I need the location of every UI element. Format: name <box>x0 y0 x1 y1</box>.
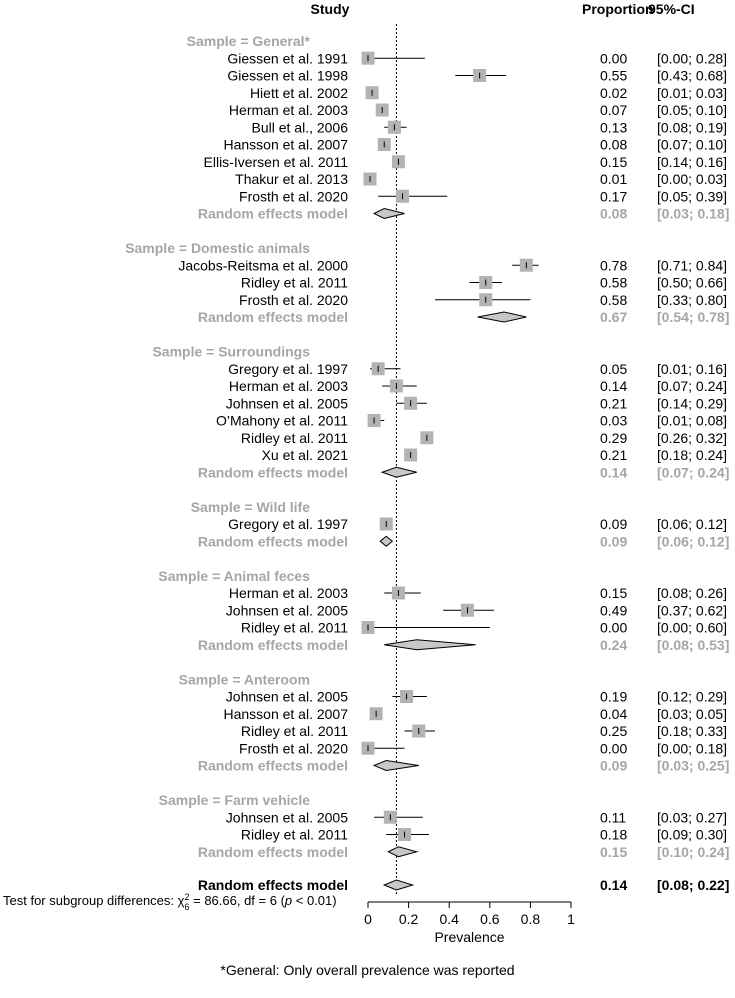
proportion-value: 0.05 <box>600 360 628 377</box>
proportion-value: 0.58 <box>600 291 628 308</box>
proportion-value: 0.13 <box>600 119 628 136</box>
proportion-value: 0.29 <box>600 429 628 446</box>
ci-value: [0.37; 0.62] <box>657 602 728 619</box>
subgroup-proportion: 0.14 <box>600 464 628 481</box>
overall-diamond <box>384 880 412 890</box>
column-header-ci: 95%-CI <box>648 1 695 17</box>
proportion-value: 0.17 <box>600 188 628 205</box>
study-label: Johnsen et al. 2005 <box>225 809 348 826</box>
proportion-value: 0.21 <box>600 447 628 463</box>
proportion-value: 0.08 <box>600 136 628 153</box>
subgroup-model-label: Random effects model <box>197 205 348 222</box>
proportion-value: 0.00 <box>600 50 628 67</box>
proportion-value: 0.15 <box>600 585 628 601</box>
group-label: Sample = Anteroom <box>178 671 310 688</box>
study-label: Frosth et al. 2020 <box>239 188 348 205</box>
study-label: Frosth et al. 2020 <box>239 740 348 757</box>
study-label: Jacobs-Reitsma et al. 2000 <box>178 257 348 274</box>
subgroup-ci: [0.08; 0.53] <box>657 636 730 653</box>
x-axis-label: Prevalence <box>434 929 505 945</box>
subgroup-proportion: 0.08 <box>600 205 628 222</box>
proportion-value: 0.11 <box>600 809 627 826</box>
ci-value: [0.71; 0.84] <box>657 257 728 274</box>
study-label: Giessen et al. 1998 <box>227 67 348 84</box>
study-label: Herman et al. 2003 <box>228 378 348 394</box>
subgroup-test: Test for subgroup differences: $\chi^2$ $_6$ = 86.66, df = 6 (p < 0.01) <box>3 892 337 912</box>
subgroup-model-label: Random effects model <box>197 533 348 550</box>
ci-value: [0.07; 0.24] <box>657 378 728 394</box>
overall-proportion: 0.14 <box>600 877 628 893</box>
ci-value: [0.00; 0.28] <box>657 50 728 67</box>
subgroup-model-label: Random effects model <box>197 636 348 653</box>
ci-value: [0.07; 0.10] <box>657 136 728 153</box>
study-label: Ellis-Iversen et al. 2011 <box>203 153 348 170</box>
proportion-value: 0.21 <box>600 395 628 412</box>
subgroup-ci: [0.54; 0.78] <box>657 309 730 325</box>
ci-value: [0.01; 0.03] <box>657 84 728 101</box>
ci-value: [0.18; 0.33] <box>657 723 728 739</box>
ci-value: [0.12; 0.29] <box>657 688 728 705</box>
subgroup-diamond <box>388 847 416 857</box>
subgroup-ci: [0.03; 0.18] <box>657 205 730 222</box>
subgroup-model-label: Random effects model <box>197 757 348 774</box>
subgroup-model-label: Random effects model <box>197 464 348 481</box>
study-label: Johnsen et al. 2005 <box>225 688 348 705</box>
footnote: *General: Only overall prevalence was reported <box>220 962 515 978</box>
proportion-value: 0.15 <box>600 153 628 170</box>
subgroup-ci: [0.06; 0.12] <box>657 533 730 550</box>
study-label: Herman et al. 2003 <box>228 585 348 601</box>
x-tick-label: 0.4 <box>439 911 459 927</box>
proportion-value: 0.18 <box>600 826 628 843</box>
subgroup-ci: [0.07; 0.24] <box>657 464 730 481</box>
study-label: Ridley et al. 2011 <box>240 619 348 636</box>
ci-value: [0.06; 0.12] <box>657 516 728 532</box>
proportion-value: 0.25 <box>600 723 628 739</box>
study-label: Xu et al. 2021 <box>261 447 348 463</box>
group-label: Sample = Wild life <box>190 498 310 515</box>
ci-value: [0.18; 0.24] <box>657 447 728 463</box>
study-label: Hansson et al. 2007 <box>223 705 348 722</box>
ci-value: [0.14; 0.29] <box>657 395 728 412</box>
x-tick-label: 0.8 <box>520 911 541 927</box>
study-label: Thakur et al. 2013 <box>235 171 348 187</box>
ci-value: [0.50; 0.66] <box>657 274 728 291</box>
study-label: Gregory et al. 1997 <box>228 516 348 532</box>
proportion-value: 0.09 <box>600 516 628 532</box>
study-label: Ridley et al. 2011 <box>240 723 348 739</box>
study-label: Giessen et al. 1991 <box>227 50 348 67</box>
column-header-study: Study <box>310 1 350 17</box>
overall-model-label: Random effects model <box>197 877 348 893</box>
proportion-value: 0.49 <box>600 602 628 619</box>
subgroup-model-label: Random effects model <box>197 843 348 860</box>
ci-value: [0.05; 0.10] <box>657 102 728 118</box>
subgroup-proportion: 0.09 <box>600 757 628 774</box>
study-label: Johnsen et al. 2005 <box>225 395 348 412</box>
proportion-value: 0.58 <box>600 274 628 291</box>
proportion-value: 0.04 <box>600 705 628 722</box>
ci-value: [0.05; 0.39] <box>657 188 728 205</box>
proportion-value: 0.02 <box>600 84 628 101</box>
proportion-value: 0.78 <box>600 257 628 274</box>
x-tick-label: 0 <box>364 911 372 927</box>
subgroup-diamond <box>380 536 392 546</box>
group-label: Sample = General* <box>186 33 310 49</box>
study-label: O’Mahony et al. 2011 <box>215 412 348 429</box>
ci-value: [0.00; 0.18] <box>657 740 728 757</box>
proportion-value: 0.00 <box>600 619 628 636</box>
proportion-value: 0.03 <box>600 412 628 429</box>
study-label: Hiett et al. 2002 <box>249 84 348 101</box>
group-label: Sample = Surroundings <box>152 343 310 360</box>
proportion-value: 0.55 <box>600 67 628 84</box>
subgroup-proportion: 0.67 <box>600 309 628 325</box>
subgroup-diamond <box>478 312 527 322</box>
proportion-value: 0.07 <box>600 102 628 118</box>
x-tick-label: 0.2 <box>398 911 419 927</box>
subgroup-diamond <box>384 640 475 650</box>
study-label: Hansson et al. 2007 <box>223 136 348 153</box>
ci-value: [0.08; 0.19] <box>657 119 728 136</box>
x-tick-label: 1 <box>567 911 575 927</box>
subgroup-model-label: Random effects model <box>197 309 348 325</box>
ci-value: [0.08; 0.26] <box>657 585 728 601</box>
column-header-proportion: Proportion <box>582 1 654 17</box>
proportion-value: 0.19 <box>600 688 628 705</box>
study-label: Gregory et al. 1997 <box>228 360 348 377</box>
study-label: Johnsen et al. 2005 <box>225 602 348 619</box>
subgroup-proportion: 0.09 <box>600 533 628 550</box>
study-label: Frosth et al. 2020 <box>239 291 348 308</box>
ci-value: [0.14; 0.16] <box>657 153 728 170</box>
study-label: Herman et al. 2003 <box>228 102 348 118</box>
ci-value: [0.00; 0.60] <box>657 619 728 636</box>
subgroup-ci: [0.03; 0.25] <box>657 757 730 774</box>
subgroup-diamond <box>382 467 417 477</box>
proportion-value: 0.14 <box>600 378 628 394</box>
proportion-value: 0.00 <box>600 740 628 757</box>
proportion-value: 0.01 <box>600 171 628 187</box>
ci-value: [0.33; 0.80] <box>657 291 728 308</box>
subgroup-diamond <box>374 209 404 219</box>
study-label: Ridley et al. 2011 <box>240 826 348 843</box>
group-label: Sample = Farm vehicle <box>158 792 310 808</box>
ci-value: [0.03; 0.27] <box>657 809 728 826</box>
overall-ci: [0.08; 0.22] <box>657 877 730 893</box>
x-tick-label: 0.6 <box>480 911 500 927</box>
ci-value: [0.26; 0.32] <box>657 429 728 446</box>
group-label: Sample = Domestic animals <box>125 240 310 256</box>
ci-value: [0.00; 0.03] <box>657 171 728 187</box>
ci-value: [0.01; 0.16] <box>657 360 728 377</box>
ci-value: [0.43; 0.68] <box>657 67 728 84</box>
ci-value: [0.09; 0.30] <box>657 826 728 843</box>
ci-value: [0.03; 0.05] <box>657 705 728 722</box>
group-label: Sample = Animal feces <box>158 567 310 584</box>
study-label: Ridley et al. 2011 <box>240 274 348 291</box>
subgroup-proportion: 0.24 <box>600 636 628 653</box>
ci-value: [0.01; 0.08] <box>657 412 728 429</box>
subgroup-proportion: 0.15 <box>600 843 628 860</box>
subgroup-ci: [0.10; 0.24] <box>657 843 730 860</box>
subgroup-diamond <box>374 761 419 771</box>
study-label: Bull et al., 2006 <box>251 119 348 136</box>
study-label: Ridley et al. 2011 <box>240 429 348 446</box>
